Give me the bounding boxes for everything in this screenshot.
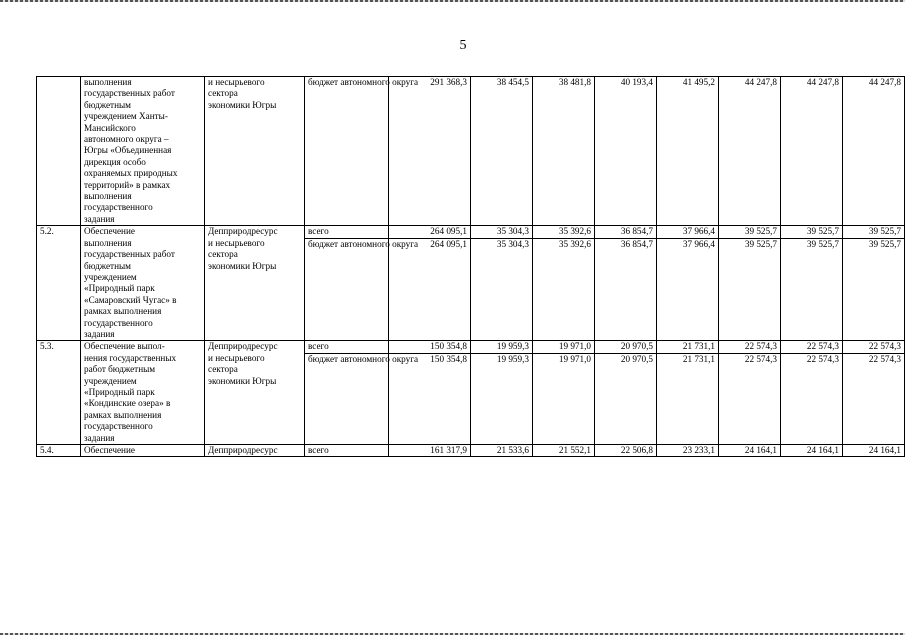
value-cell: 44 247,8 [719, 77, 781, 226]
value-cell: 35 304,3 [471, 226, 533, 238]
value-cell: 41 495,2 [657, 77, 719, 226]
value-cell: 22 574,3 [843, 341, 905, 353]
value-cell: 38 454,5 [471, 77, 533, 226]
item-executor: Депприродресурс и несырьевого сектора экономики Югры [205, 226, 305, 341]
value-cell: 24 164,1 [843, 445, 905, 457]
funding-total-label: всего [305, 341, 389, 353]
value-cell: 39 525,7 [781, 238, 843, 341]
value-cell: 22 574,3 [781, 353, 843, 444]
scan-bottom-edge [0, 633, 905, 635]
value-cell: 36 854,7 [595, 226, 657, 238]
value-cell: 38 481,8 [533, 77, 595, 226]
value-cell: 24 164,1 [719, 445, 781, 457]
value-cell: 161 317,9 [389, 445, 471, 457]
funding-source: бюджет автономного округа [305, 77, 389, 226]
value-cell: 37 966,4 [657, 226, 719, 238]
value-cell: 36 854,7 [595, 238, 657, 341]
value-cell: 22 574,3 [781, 341, 843, 353]
value-cell: 264 095,1 [389, 238, 471, 341]
page-number: 5 [459, 38, 467, 53]
value-cell: 21 552,1 [533, 445, 595, 457]
value-cell: 150 354,8 [389, 353, 471, 444]
item-number: 5.2. [37, 226, 81, 341]
value-cell: 150 354,8 [389, 341, 471, 353]
value-cell: 35 392,6 [533, 238, 595, 341]
value-cell: 39 525,7 [843, 238, 905, 341]
item-name: Обеспечение выпол- нения государственных работ бюджетным учреждением «Природный парк «Кондинские озера» в рамках выполнения государственного задания [81, 341, 205, 445]
value-cell: 39 525,7 [719, 226, 781, 238]
item-number [37, 77, 81, 226]
value-cell: 44 247,8 [781, 77, 843, 226]
value-cell: 20 970,5 [595, 353, 657, 444]
value-cell: 44 247,8 [843, 77, 905, 226]
item-name: Обеспечение [81, 445, 205, 457]
value-cell: 19 971,0 [533, 341, 595, 353]
item-number: 5.4. [37, 445, 81, 457]
funding-source: бюджет автономного округа [305, 353, 389, 444]
value-cell: 39 525,7 [781, 226, 843, 238]
value-cell: 24 164,1 [781, 445, 843, 457]
value-cell: 264 095,1 [389, 226, 471, 238]
value-cell: 22 506,8 [595, 445, 657, 457]
value-cell: 39 525,7 [843, 226, 905, 238]
table-row-5-3-total [37, 341, 905, 353]
item-executor: и несырьевого сектора экономики Югры [205, 77, 305, 226]
value-cell: 22 574,3 [719, 341, 781, 353]
value-cell: 40 193,4 [595, 77, 657, 226]
budget-table [36, 76, 905, 457]
item-name: Обеспечение выполнения государственных работ бюджетным учреждением «Природный парк «Самаровский Чугас» в рамках выполнения государственного задания [81, 226, 205, 341]
value-cell: 39 525,7 [719, 238, 781, 341]
item-executor: Депприродресурс и несырьевого сектора экономики Югры [205, 341, 305, 445]
value-cell: 22 574,3 [719, 353, 781, 444]
value-cell: 19 959,3 [471, 353, 533, 444]
value-cell: 19 959,3 [471, 341, 533, 353]
value-cell: 35 392,6 [533, 226, 595, 238]
table-row-5-1-cont [37, 77, 905, 226]
item-name: выполнения государственных работ бюджетным учреждением Ханты- Мансийского автономного округа – Югры «Объединенная дирекция особо охраняемых природных территорий» в рамках выполнения государственного задания [81, 77, 205, 226]
funding-source: бюджет автономного округа [305, 238, 389, 341]
value-cell: 21 533,6 [471, 445, 533, 457]
item-number: 5.3. [37, 341, 81, 445]
scan-top-edge [0, 0, 905, 2]
value-cell: 22 574,3 [843, 353, 905, 444]
funding-total-label: всего [305, 445, 389, 457]
item-executor: Депприродресурс [205, 445, 305, 457]
value-cell: 291 368,3 [389, 77, 471, 226]
table-row-5-2-total [37, 226, 905, 238]
table-row-5-4-total [37, 445, 905, 457]
value-cell: 21 731,1 [657, 353, 719, 444]
value-cell: 23 233,1 [657, 445, 719, 457]
value-cell: 35 304,3 [471, 238, 533, 341]
value-cell: 21 731,1 [657, 341, 719, 353]
value-cell: 19 971,0 [533, 353, 595, 444]
funding-total-label: всего [305, 226, 389, 238]
value-cell: 37 966,4 [657, 238, 719, 341]
value-cell: 20 970,5 [595, 341, 657, 353]
